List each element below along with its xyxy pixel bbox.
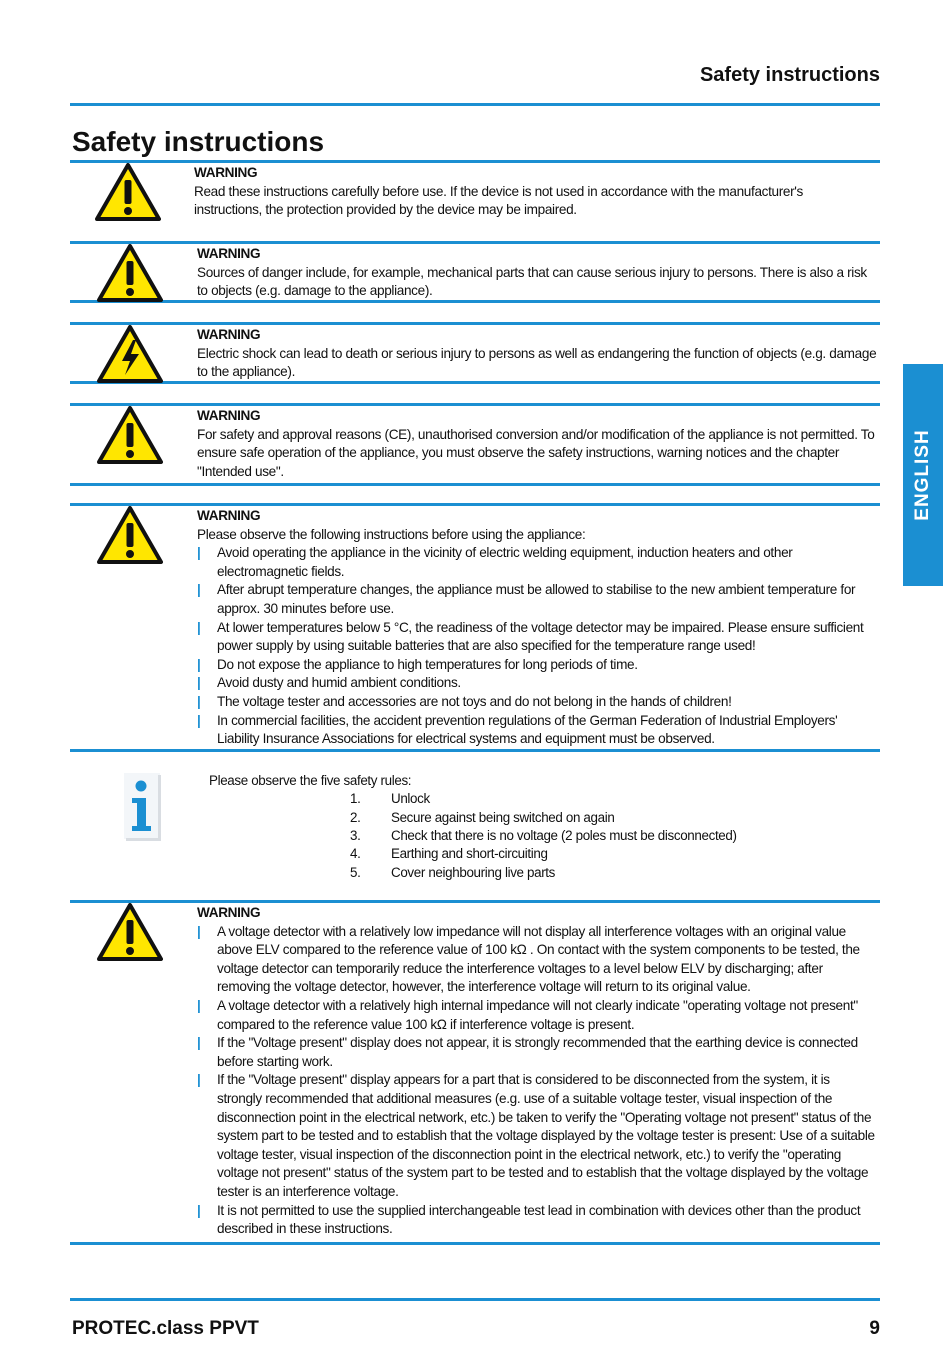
list-item: | After abrupt temperature changes, the appliance must be allowed to stabilise to the new ambient temperature for approx. 30 minutes before use. [197,581,877,618]
warning-heading: WARNING [197,408,261,423]
warning-heading: WARNING [197,905,261,920]
info-icon [122,771,162,841]
page-number: 9 [869,1318,880,1339]
info-intro: Please observe the five safety rules: [209,773,412,788]
language-tab-label: ENGLISH [912,429,933,521]
list-item: | If the "Voltage present" display does not appear, it is strongly recommended that the earthing device is connected before starting work. [197,1034,877,1071]
list-item: | At lower temperatures below 5 °C, the readiness of the voltage detector may be impaired. Please ensure sufficient power supply by using suitable batteries that are also specified for the temperature range used! [197,619,877,656]
warning-heading: WARNING [194,165,258,180]
list-item: | Avoid dusty and humid ambient conditions. [197,674,877,693]
warning-block-6 [70,900,880,1246]
warning-heading: WARNING [197,246,261,261]
list-item: | It is not permitted to use the supplied interchangeable test lead in combination with devices other than the product described in these instructions. [197,1202,877,1239]
list-item: 2. Secure against being switched on again [350,809,615,825]
warning-triangle-icon [97,506,163,564]
warning-text: Sources of danger include, for example, mechanical parts that can cause serious injury to persons. There is also a risk to objects (e.g. damage to the appliance). [197,264,867,299]
warning-block-3 [70,322,880,385]
list-item: | If the "Voltage present" display appears for a part that is considered to be disconnected from the system, it is strongly recommended that additional measures (e.g. use of a suitable voltage tester, visual inspection of the disconnection point in the electrical network, etc.) be taken to verify the "Operating voltage not present" status of the system part to be tested and to establish that the voltage displayed by the voltage tester is present: Use of a suitable voltage tester, visual inspection of the disconnection point in the electrical network, etc.) to verify the "operating voltage not present" status of the system part to be tested and to establish that the voltage displayed by the voltage tester is an interference voltage. [197,1071,877,1201]
warning-triangle-icon [97,903,163,961]
list-item: | In commercial facilities, the accident prevention regulations of the German Federation of Industrial Employers' Liability Insurance Associations for electrical systems and equipment must be observed. [197,712,877,749]
warning-block-2 [70,241,880,304]
info-block [70,766,880,886]
header-title: Safety instructions [699,64,880,86]
list-item: | Avoid operating the appliance in the vicinity of electric welding equipment, induction heaters and other electromagnetic fields. [197,544,877,581]
instruction-list [197,544,877,749]
warning-heading: WARNING [197,508,261,523]
warning-heading: WARNING [197,327,261,342]
list-item: 3. Check that there is no voltage (2 poles must be disconnected) [350,828,737,844]
warning-triangle-icon [97,244,163,302]
electric-shock-warning-icon [97,325,163,383]
warning-list [197,923,877,1239]
list-item: 4. Earthing and short-circuiting [350,846,548,862]
warning-intro: Please observe the following instructions before using the appliance: [197,526,586,542]
warning-text: Electric shock can lead to death or serious injury to persons as well as endangering the function of objects (e.g. damage to the appliance). [197,345,877,380]
safety-rules-list [209,790,869,882]
list-item: | A voltage detector with a relatively low impedance will not display all interference voltages with an original value above ELV compared to the reference value of 100 kΩ . On contact with the system components to be tested, the voltage detector can temporarily reduce the interference voltages to a level below ELV by discharging; after removing the voltage detector, however, the interference voltage will return to its original value. [197,923,877,997]
warning-block-1 [70,160,880,225]
list-item: 5. Cover neighbouring live parts [350,864,556,880]
warning-text: Read these instructions carefully before use. If the device is not used in accordance with the manufacturer's instructions, the protection provided by the device may be impaired. [194,183,803,218]
page-title: Safety instructions [72,126,325,157]
warning-triangle-icon [97,406,163,464]
language-tab [903,364,943,586]
warning-block-4 [70,403,880,487]
list-item: | The voltage tester and accessories are not toys and do not belong in the hands of children! [197,693,877,712]
list-item: | Do not expose the appliance to high temperatures for long periods of time. [197,656,877,675]
warning-text: For safety and approval reasons (CE), unauthorised conversion and/or modification of the appliance is not permitted. To ensure safe operation of the appliance, you must observe the safety instructions, warning notices and the chapter "Intended use". [197,426,875,479]
footer-rule [70,1298,880,1301]
footer-product: PROTEC.class PPVT [72,1318,259,1339]
header-rule [70,103,880,106]
warning-block-5 [70,503,880,753]
list-item: 1. Unlock [350,791,430,807]
warning-triangle-icon [95,163,161,221]
list-item: | A voltage detector with a relatively high internal impedance will not clearly indicate "operating voltage not present" compared to the reference value 100 kΩ if interference voltage is present. [197,997,877,1034]
